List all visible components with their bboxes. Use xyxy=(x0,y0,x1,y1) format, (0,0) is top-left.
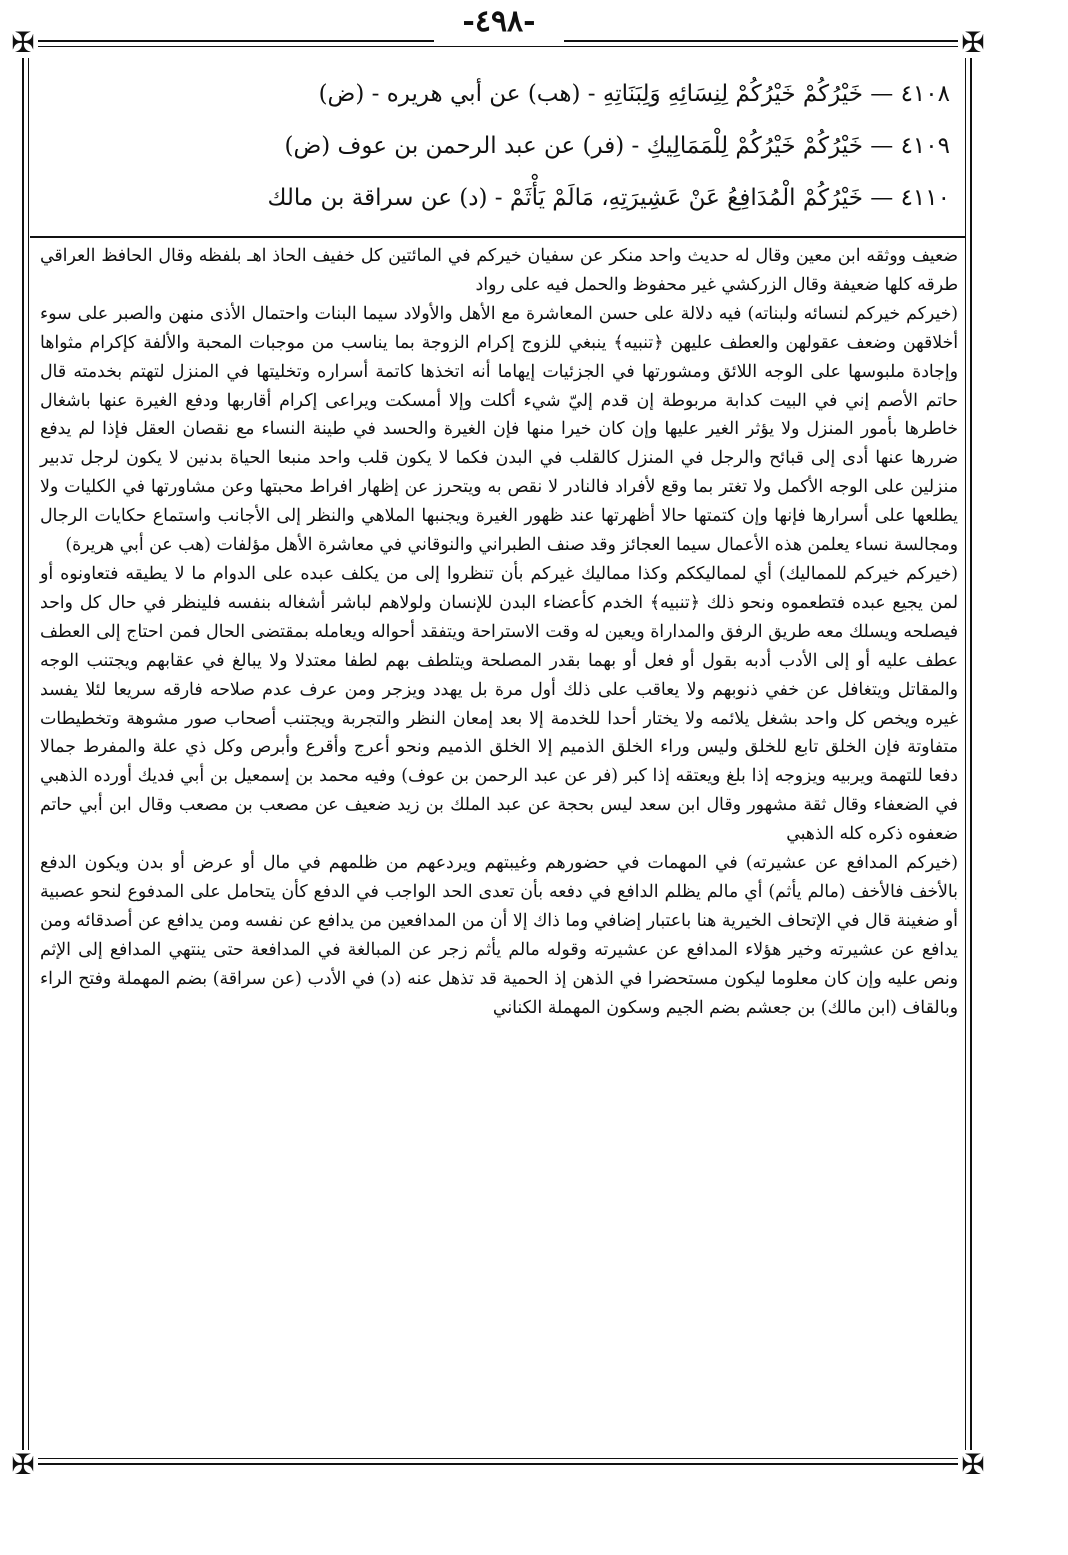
commentary-paragraph: ضعيف ووثقه ابن معين وقال له حديث واحد منكر عن سفيان خيركم في المائتين كل خفيف الحاذ اهـ بلفظه وقال الحافظ العراقي طرقه كلها ضعيفة وقال الزركشي غير محفوظ والحمل فيه على رواد xyxy=(40,246,958,295)
commentary-paragraph: (خيركم خيركم للمماليك) أي لمماليككم وكذا مماليك غيركم بأن تنظروا إلى من يكلف عبده على الدوام ما لا يطيقه فتعاونوه أو لمن يجيع عبده فتطعموه ونحو ذلك ﴿تنبيه﴾ الخدم كأعضاء البدن للإنسان ولولاهم لباشر أشغاله بنفسه فلينظر في حال كل واحد فيصلحه ويسلك معه طريق الرفق والمداراة ويعين له وقت الاستراحة ويتفقد أحواله ويعامله بمقتضى الحال فمن احتاج إلى العطف عطف عليه أو إلى الأدب أدبه بقول أو فعل أو بهما بقدر المصلحة ويتلطف بهم لطفا معتدلا ولا يبالغ في عقابهم ويجتنب الوجه والمقاتل ويتغافل عن خفي ذنوبهم ولا يعاقب على ذلك أول مرة بل يهدد ويزجر ومن عرف عدم صلاحه فارقه سريعا لئلا يفسد غيره ويخص كل واحد بشغل يلائمه ولا يختار أحدا للخدمة إلا بعد إمعان النظر والتجربة ويجتنب أصحاب صور مشوهة وتخطيطات متفاوتة فإن الخلق تابع للخلق وليس وراء الخلق الذميم إلا الخلق الذميم ونحو أعرج وأقرع وأبرص وكل ذي علة والمفرط جمالا دفعا للتهمة ويربيه ويزوجه إذا بلغ ويعتقه إذا كبر (فر عن عبد الرحمن بن عوف) وفيه محمد بن إسمعيل بن أبي فديك أورده الذهبي في الضعفاء وقال ثقة مشهور وقال ابن سعد ليس بحجة عن عبد الملك بن زيد ضعيف عن مصعب بن مصعب وقال ابن أبي حاتم ضعفوه ذكره كله الذهبي xyxy=(40,563,958,845)
hadith-4108: ٤١٠٨ — خَيْرُكُمْ خَيْرُكُمْ لِنِسَائِهِ وَلِبَنَاتِهِ - (هب) عن أبي هريره - (ض) xyxy=(318,81,950,107)
commentary xyxy=(40,242,958,1457)
commentary-paragraph: (خيركم خيركم لنسائه ولبناته) فيه دلالة على حسن المعاشرة مع الأهل والأولاد سيما البنات واحتمال الأذى منهن والصبر على سوء أخلاقهن وضعف عقولهن والعطف عليهن ﴿تنبيه﴾ ينبغي للزوج إكرام الزوجة بما يناسب من موجبات المحبة والألفة كإكرام مثواها وإجادة ملبوسها على الوجه اللائق ومشورتها في الجزئيات إيهاما أنه اتخذها كاتمة أسراره وتخليتها في المنزل لتهتم بخدمته قال حاتم الأصم إني في البيت كدابة مربوطة إن قدم إليّ شيء أكلت وإلا أمسكت ويراعى إكرام أقاربها ودفع الغيرة عنها باشغال خاطرها بأمور المنزل ولا يؤثر الغير عليها وإن كان خيرا منها فإن الغيرة والحسد في طينة النساء مع نقصان العقل فإذا لم يدفع ضررها عنها أدى إلى قبائح والرجل في المنزل كالقلب في البدن فكما لا يكون قلب واحد منبعا الحياة بدنين لا يكون لرجل تدبير منزلين على الوجه الأكمل ولا تغتر بما وقع لأفراد فالنادر لا نقص به ويتحرز عن إظهار افراط محبتها وعن مشاورتها في الكليات ولا يطلعها على أسرارها فإنها وإن كتمتها حالا أظهرتها عند ظهور الغيرة ويجنبها الملاهي والنظر إلى الأجانب واستماع حكايات الرجال ومجالسة نساء يعلمن هذه الأعمال سيما العجائز وقد صنف الطبراني والنوقاني في معاشرة الأهل مؤلفات (هب عن أبي هريرة) xyxy=(40,303,958,556)
commentary-paragraph: (خيركم المدافع عن عشيرته) في المهمات في حضورهم وغيبتهم ويردعهم من ظلمهم في مال أو عرض أو بدن ويكون الدفع بالأخف فالأخف (مالم يأثم) أي مالم يظلم الدافع في دفعه بأن تعدى الحد الواجب في الدفع كأن يتحامل على المدفوع لنحو عصبية أو ضغينة قال في الإتحاف الخيرية هنا باعتبار إضافي وما ذاك إلا أن من المدافعين من يدافع عن نفسه ومن يدافع عن أصدقائه ومن يدافع عن عشيرته وخير هؤلاء المدافع عن عشيرته وقوله مالم يأثم زجر عن المبالغة في المدافعة حتى ينتهي المدافع إلى الإثم ونص عليه وإن كان معلوما ليكون مستحضرا في الذهن إذ الحمية قد تذهل عنه (د) في الأدب (عن سراقة) بضم المهملة وفتح الراء وبالقاف (ابن مالك) بن جعشم بضم الجيم وسكون المهملة الكناني xyxy=(40,853,958,1018)
hadith-4109: ٤١٠٩ — خَيْرُكُمْ خَيْرُكُمْ لِلْمَمَالِيكِ - (فر) عن عبد الرحمن بن عوف (ض) xyxy=(284,133,950,159)
corner-ornament-icon: ✠ xyxy=(8,28,38,58)
page-number: -٤٩٨- xyxy=(434,2,564,42)
corner-ornament-icon: ✠ xyxy=(958,28,988,58)
section-divider xyxy=(30,236,965,238)
corner-ornament-icon: ✠ xyxy=(8,1450,38,1480)
hadith-4110: ٤١١٠ — خَيْرُكُمْ الْمُدَافِعُ عَنْ عَشِيرَتِهِ، مَالَمْ يَأْثَمْ - (د) عن سراقة بن مالك xyxy=(267,185,950,211)
corner-ornament-icon: ✠ xyxy=(958,1450,988,1480)
hadith-list xyxy=(60,68,950,233)
